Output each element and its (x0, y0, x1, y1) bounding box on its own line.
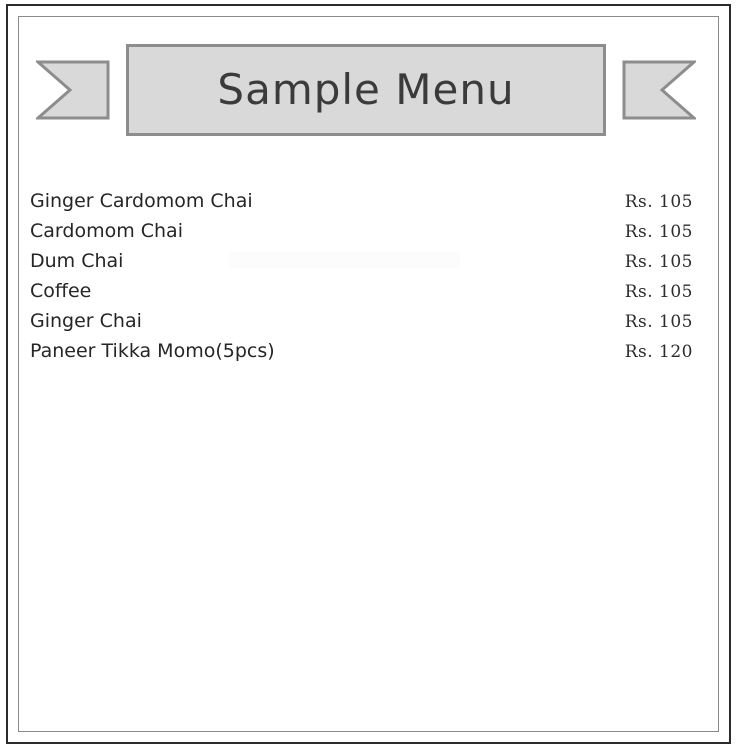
menu-item-price: Rs. 105 (624, 312, 693, 332)
menu-item-row (30, 220, 693, 250)
menu-item-price: Rs. 105 (624, 252, 693, 272)
ribbon-tail-left-icon (36, 60, 110, 120)
page-title: Sample Menu (217, 65, 515, 114)
menu-item-row (30, 280, 693, 310)
menu-item-name: Cardomom Chai (30, 220, 183, 242)
menu-items-list (30, 190, 693, 370)
menu-item-name: Ginger Chai (30, 310, 142, 332)
menu-item-price: Rs. 105 (624, 192, 693, 212)
ribbon-tail-right-icon (622, 60, 696, 120)
menu-item-price: Rs. 120 (624, 342, 693, 362)
menu-item-price: Rs. 105 (624, 282, 693, 302)
menu-item-row (30, 340, 693, 370)
menu-item-row (30, 190, 693, 220)
menu-item-name: Paneer Tikka Momo(5pcs) (30, 340, 275, 362)
banner-ribbon (126, 44, 606, 136)
menu-item-row (30, 310, 693, 340)
menu-item-row (30, 250, 693, 280)
menu-item-price: Rs. 105 (624, 222, 693, 242)
menu-item-name: Dum Chai (30, 250, 124, 272)
menu-item-name: Ginger Cardomom Chai (30, 190, 253, 212)
menu-item-name: Coffee (30, 280, 92, 302)
menu-banner (36, 40, 696, 140)
